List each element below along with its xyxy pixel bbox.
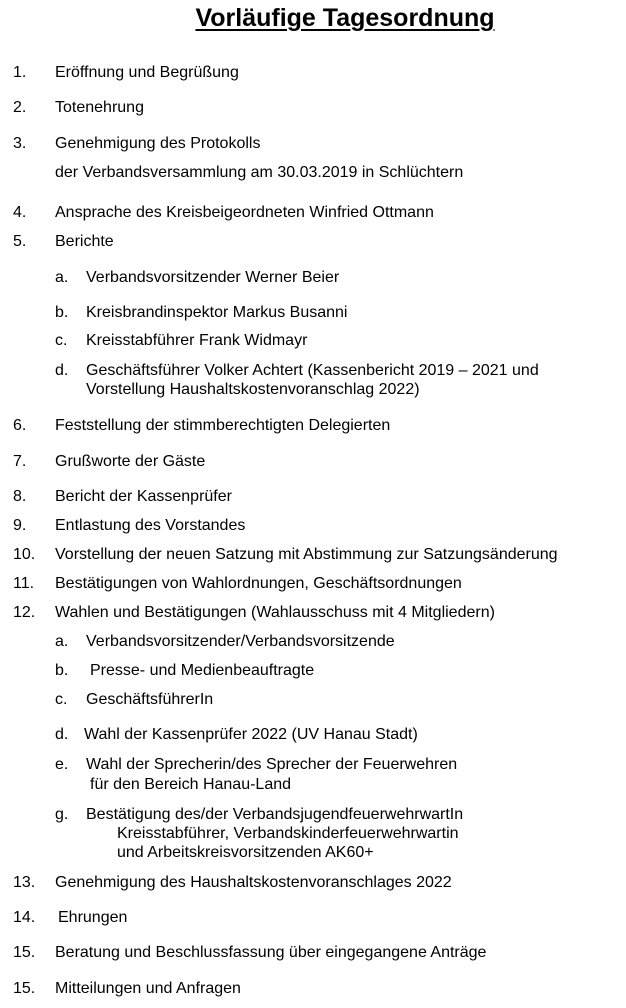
document-title: Vorläufige Tagesordnung: [195, 4, 495, 32]
item-number: 1.: [13, 64, 27, 81]
item-number: 9.: [13, 517, 27, 534]
item-number: 15.: [13, 944, 36, 961]
item-text: Genehmigung des Protokolls: [55, 135, 261, 152]
item-text: Bericht der Kassenprüfer: [55, 488, 232, 505]
subitem-text: Wahl der Sprecherin/des Sprecher der Feuerwehren: [86, 756, 458, 773]
item-number: 8.: [13, 488, 27, 505]
item-text: Eröffnung und Begrüßung: [55, 64, 239, 81]
subitem-letter: g.: [55, 806, 69, 823]
item-text: Mitteilungen und Anfragen: [55, 980, 241, 997]
item-text: Vorstellung der neuen Satzung mit Abstimmung zur Satzungsänderung: [55, 546, 558, 563]
subitem-text-continued: für den Bereich Hanau-Land: [90, 776, 292, 793]
item-number: 12.: [13, 604, 36, 621]
item-text: Genehmigung des Haushaltskostenvoranschlages 2022: [55, 874, 452, 891]
item-number: 2.: [13, 99, 27, 116]
subitem-letter: a.: [55, 269, 69, 286]
item-text-continued: der Verbandsversammlung am 30.03.2019 in Schlüchtern: [55, 164, 464, 181]
item-text: Beratung und Beschlussfassung über eingegangene Anträge: [55, 944, 487, 961]
subitem-text-continued: und Arbeitskreisvorsitzenden AK60+: [117, 844, 374, 861]
item-text: Grußworte der Gäste: [55, 453, 206, 470]
subitem-text: Presse- und Medienbeauftragte: [90, 662, 315, 679]
item-text: Wahlen und Bestätigungen (Wahlausschuss mit 4 Mitgliedern): [55, 604, 495, 621]
item-text: Feststellung der stimmberechtigten Delegierten: [55, 417, 391, 434]
item-text: Berichte: [55, 233, 114, 250]
subitem-text: Geschäftsführer Volker Achtert (Kassenbericht 2019 – 2021 und: [86, 362, 539, 379]
item-text: Entlastung des Vorstandes: [55, 517, 246, 534]
item-number: 11.: [13, 575, 35, 592]
subitem-text: Verbandsvorsitzender Werner Beier: [86, 269, 340, 286]
subitem-text: Verbandsvorsitzender/Verbandsvorsitzende: [86, 633, 395, 650]
subitem-letter: d.: [55, 362, 69, 379]
subitem-text: GeschäftsführerIn: [86, 691, 214, 708]
subitem-text-continued: Vorstellung Haushaltskostenvoranschlag 2022): [86, 381, 420, 398]
item-number: 13.: [13, 874, 36, 891]
item-number: 7.: [13, 453, 27, 470]
subitem-text: Kreisbrandinspektor Markus Busanni: [86, 304, 348, 321]
item-text: Ehrungen: [58, 909, 128, 926]
subitem-letter: a.: [55, 633, 69, 650]
subitem-letter: c.: [55, 691, 68, 708]
subitem-text: Wahl der Kassenprüfer 2022 (UV Hanau Stadt): [84, 726, 418, 743]
item-number: 15.: [13, 980, 36, 997]
subitem-text-continued: Kreisstabführer, Verbandskinderfeuerwehrwartin: [117, 825, 459, 842]
item-number: 5.: [13, 233, 27, 250]
subitem-letter: b.: [55, 662, 69, 679]
item-number: 14.: [13, 909, 36, 926]
subitem-letter: e.: [55, 756, 69, 773]
item-text: Totenehrung: [55, 99, 144, 116]
subitem-letter: d.: [55, 726, 69, 743]
subitem-letter: b.: [55, 304, 69, 321]
item-number: 6.: [13, 417, 27, 434]
item-number: 3.: [13, 135, 27, 152]
item-number: 4.: [13, 204, 27, 221]
item-number: 10.: [13, 546, 36, 563]
subitem-letter: c.: [55, 332, 68, 349]
item-text: Bestätigungen von Wahlordnungen, Geschäftsordnungen: [55, 575, 462, 592]
item-text: Ansprache des Kreisbeigeordneten Winfried Ottmann: [55, 204, 434, 221]
subitem-text: Kreisstabführer Frank Widmayr: [86, 332, 308, 349]
subitem-text: Bestätigung des/der VerbandsjugendfeuerwehrwartIn: [86, 806, 464, 823]
